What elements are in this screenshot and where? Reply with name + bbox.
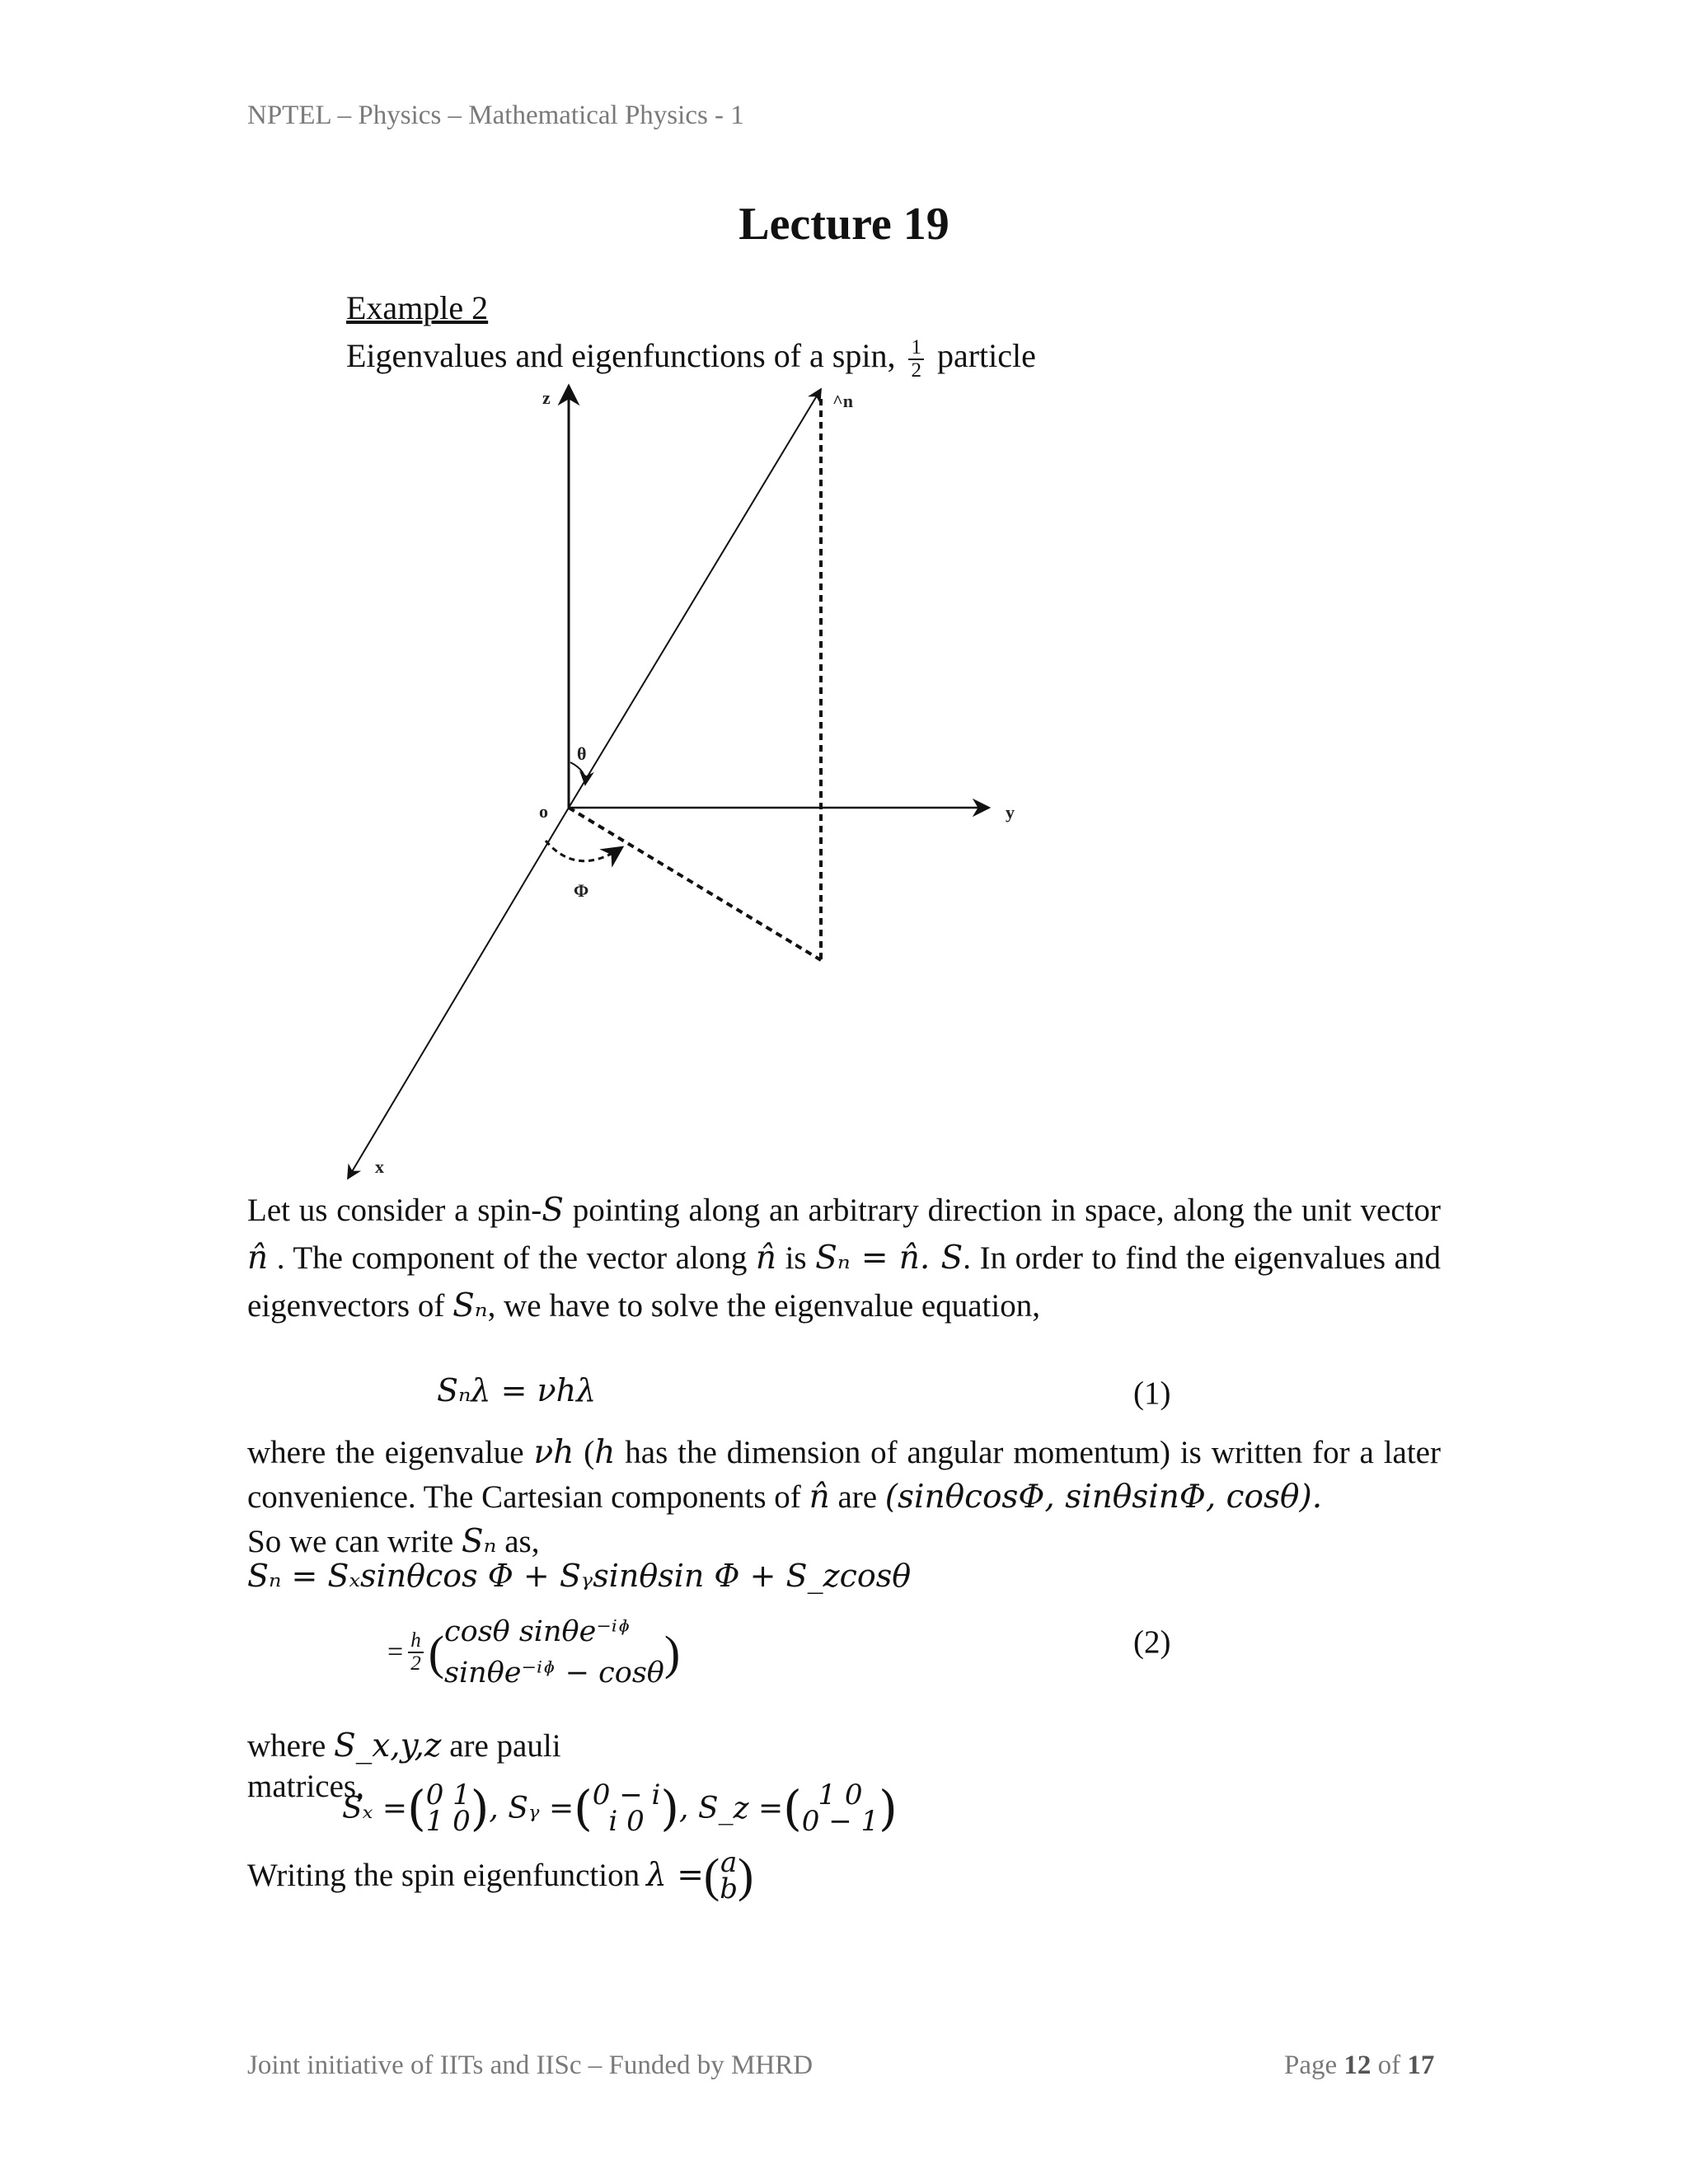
fraction-numerator: 1 (908, 337, 924, 360)
origin-label: o (539, 801, 548, 822)
p1-text-c: . The component of the vector along (268, 1240, 756, 1276)
vector-row-b: b (720, 1872, 738, 1905)
sz-label: , S_z = (679, 1791, 784, 1825)
unit-vector-symbol: n̂ (247, 1240, 269, 1277)
right-paren: ) (470, 1780, 490, 1836)
h-over-2 (408, 1630, 424, 1675)
equation-2-number: (2) (1133, 1624, 1171, 1660)
right-paren: ) (663, 1625, 681, 1680)
half-fraction (908, 337, 924, 382)
h-symbol: h (594, 1434, 616, 1471)
cartesian-components: (sinθcosΦ, sinθsinΦ, cosθ). (884, 1479, 1323, 1516)
sn-symbol: Sₙ (452, 1287, 488, 1324)
planar-projection-line (569, 808, 821, 960)
sx-matrix (425, 1779, 471, 1838)
n-vector (569, 389, 821, 808)
fraction-denominator: 2 (911, 359, 921, 382)
phi-arc (546, 841, 622, 861)
sz-row-1: 1 0 (818, 1779, 863, 1811)
p2-text-a: where the eigenvalue (247, 1435, 534, 1470)
of-word: of (1377, 2050, 1401, 2080)
left-paren: ( (703, 1849, 720, 1902)
sx-row-2: 1 0 (425, 1805, 471, 1838)
left-paren: ( (407, 1780, 426, 1836)
left-paren: ( (428, 1625, 445, 1680)
z-label: z (542, 387, 551, 408)
eigenvalue-symbol: νh (533, 1434, 574, 1471)
total-pages: 17 (1407, 2050, 1435, 2080)
p2-text-b: ( (574, 1435, 595, 1470)
unit-vector-symbol: n̂ (755, 1240, 777, 1277)
sx-row-1: 0 1 (425, 1779, 471, 1811)
spin-direction-diagram (330, 379, 1071, 1187)
sy-row-1: 0 − i (592, 1779, 661, 1811)
running-header: NPTEL – Physics – Mathematical Physics - 1 (247, 101, 744, 130)
n-label: ^n (832, 391, 854, 411)
h-over-2-den: 2 (410, 1652, 421, 1675)
paragraph-spin-intro (247, 1187, 1441, 1330)
vector-row-a: a (720, 1845, 738, 1879)
sx-label: Sₓ = (342, 1791, 408, 1825)
page-title: Lecture 19 (738, 199, 950, 250)
sz-matrix (801, 1779, 879, 1838)
unit-vector-symbol: n̂ (809, 1479, 830, 1516)
page-number (1284, 2050, 1434, 2081)
spin-eigenfunction-line (247, 1845, 754, 1905)
sz-row-2: 0 − 1 (801, 1805, 879, 1838)
pauli-text-a: where (247, 1728, 335, 1764)
p1-text-d: is (776, 1240, 816, 1276)
h-over-2-num: h (408, 1630, 424, 1653)
p2-text-f: as, (496, 1524, 540, 1559)
sy-row-2: i 0 (608, 1805, 645, 1838)
subtitle-tail: particle (936, 337, 1036, 374)
p1-text-e: . In order to find the eigenvalues and eigenvectors of (247, 1240, 1441, 1324)
sy-matrix (592, 1779, 661, 1838)
equals-sign: = (387, 1637, 404, 1667)
example-subtitle (346, 336, 1036, 382)
right-paren: ) (660, 1780, 680, 1836)
pauli-matrices (342, 1780, 898, 1836)
left-paren: ( (783, 1780, 802, 1836)
footer-credit: Joint initiative of IITs and IISc – Funded by MHRD (247, 2050, 814, 2080)
x-axis (348, 808, 569, 1179)
left-paren: ( (574, 1780, 593, 1836)
pauli-intro (247, 1727, 561, 1765)
current-page: 12 (1343, 2050, 1372, 2080)
paragraph-eigenvalue (247, 1431, 1441, 1564)
equation-2-matrix (387, 1611, 680, 1694)
sy-label: , Sᵧ = (489, 1791, 574, 1825)
equation-2-line-1: Sₙ = Sₓsinθcos Φ + Sᵧsinθsin Φ + S_zcosθ (247, 1558, 912, 1594)
subtitle-text: Eigenvalues and eigenfunctions of a spin, (346, 337, 896, 374)
writing-text: Writing the spin eigenfunction (247, 1858, 640, 1893)
pauli-text-b: are pauli (441, 1728, 561, 1764)
p2-text-e: So we can write (247, 1524, 462, 1559)
lambda-label: λ = (646, 1857, 704, 1894)
phi-label: Φ (574, 880, 589, 901)
matrix-row-2: sinθe⁻ⁱᶲ − cosθ (444, 1657, 664, 1690)
y-label: y (1006, 802, 1015, 823)
theta-label: θ (577, 743, 587, 764)
matrix-rows (444, 1611, 664, 1694)
matrix-row-1: cosθ sinθe⁻ⁱᶲ (444, 1615, 631, 1648)
p2-text-c: has the dimension of angular momentum) is written for a later convenience. The Cartesian components of (247, 1435, 1441, 1515)
x-label: x (375, 1156, 384, 1177)
p1-text-a: Let us consider a spin- (247, 1193, 542, 1228)
projection-equation: Sₙ = n̂. S (815, 1240, 964, 1277)
ab-vector (720, 1845, 738, 1905)
pauli-matrices-word: matrices, (247, 1769, 364, 1804)
sn-symbol: Sₙ (461, 1523, 497, 1560)
p1-text-f: , we have to solve the eigenvalue equation, (487, 1288, 1040, 1324)
theta-arc (570, 762, 585, 785)
page-word: Page (1284, 2050, 1338, 2080)
example-heading: Example 2 (346, 289, 489, 326)
equation-1-number: (1) (1133, 1376, 1171, 1411)
p1-text-b: pointing along an arbitrary direction in space, along the unit vector (563, 1193, 1441, 1228)
right-paren: ) (879, 1780, 898, 1836)
p2-text-d: are (829, 1479, 885, 1515)
equation-1: Sₙλ = νhλ (437, 1372, 597, 1408)
spin-vector-symbol: S (542, 1192, 564, 1229)
right-paren: ) (737, 1849, 754, 1902)
sxyz-symbol: S_x,y,z (334, 1727, 442, 1765)
